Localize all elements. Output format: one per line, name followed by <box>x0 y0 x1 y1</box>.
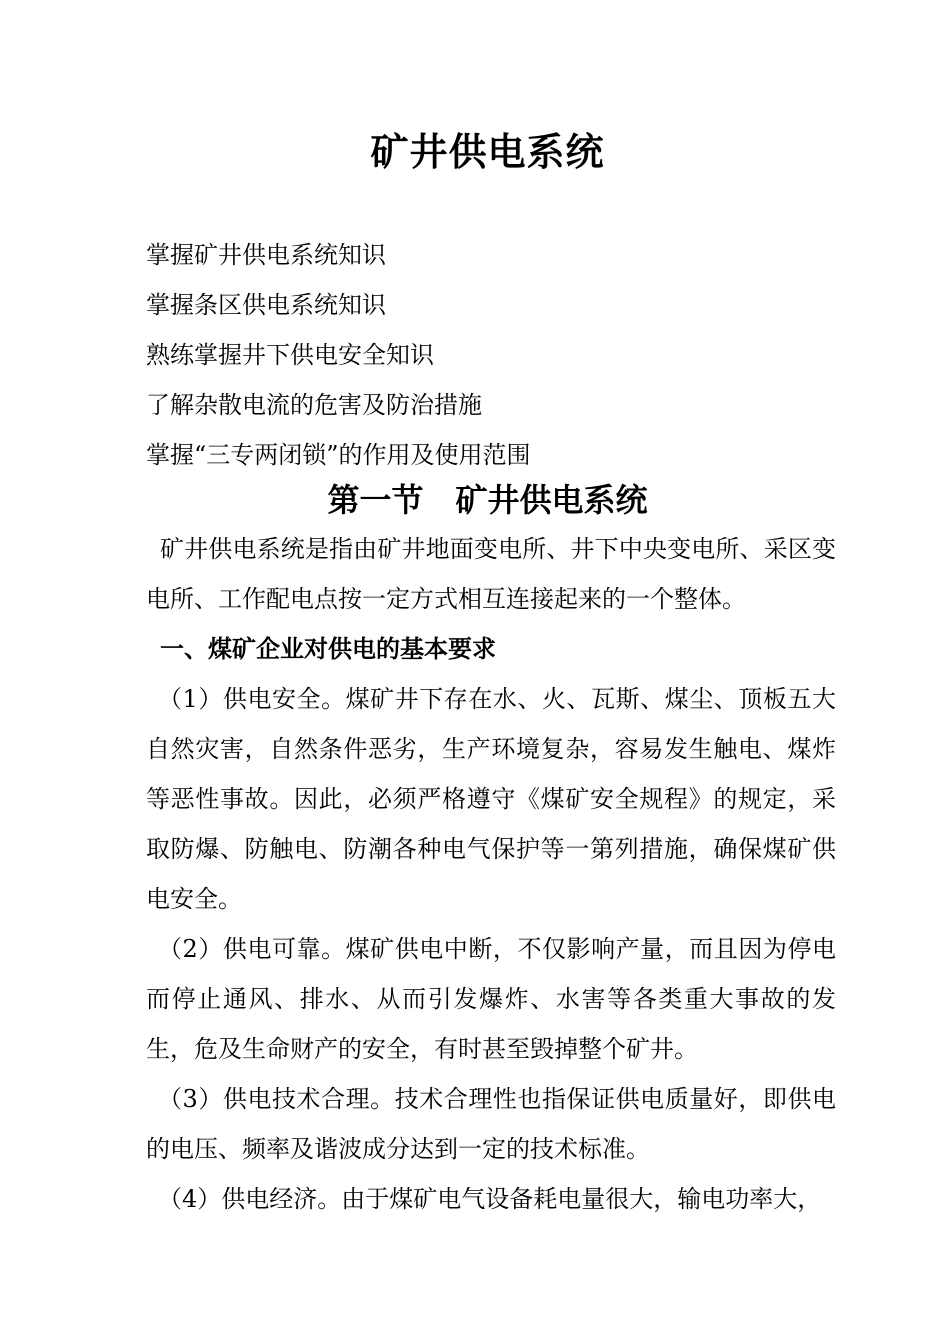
learning-objectives <box>146 230 846 480</box>
intro-paragraph: 矿井供电系统是指由矿井地面变电所、井下中央变电所、采区变电所、工作配电点按一定方式相互连接起来的一个整体。 <box>146 535 836 613</box>
document-title: 矿井供电系统 <box>370 130 605 174</box>
requirement-paragraph: （1）供电安全。煤矿井下存在水、火、瓦斯、煤尘、顶板五大自然灾害，自然条件恶劣，生产环境复杂，容易发生触电、煤炸等恶性事故。因此，必须严格遵守《煤矿安全规程》的规定，采取防爆、防触电、防潮各种电气保护等一第列措施，确保煤矿供电安全。 <box>146 685 836 913</box>
subheading: 一、煤矿企业对供电的基本要求 <box>160 635 496 663</box>
section-title: 第一节 矿井供电系统 <box>327 481 648 519</box>
objective-item: 了解杂散电流的危害及防治措施 <box>146 391 482 419</box>
objective-item: 掌握矿井供电系统知识 <box>146 241 386 269</box>
requirement-paragraph: （4）供电经济。由于煤矿电气设备耗电量很大，输电功率大， <box>158 1185 822 1213</box>
section-body <box>146 524 836 1224</box>
objective-item: 熟练掌握井下供电安全知识 <box>146 341 434 369</box>
objective-item: 掌握条区供电系统知识 <box>146 291 386 319</box>
requirement-paragraph: （3）供电技术合理。技术合理性也指保证供电质量好，即供电的电压、频率及谐波成分达到一定的技术标准。 <box>146 1085 836 1163</box>
objective-item: 掌握“三专两闭锁”的作用及使用范围 <box>146 441 531 469</box>
requirement-paragraph: （2）供电可靠。煤矿供电中断，不仅影响产量，而且因为停电而停止通风、排水、从而引发爆炸、水害等各类重大事故的发生，危及生命财产的安全，有时甚至毁掉整个矿井。 <box>146 935 836 1063</box>
